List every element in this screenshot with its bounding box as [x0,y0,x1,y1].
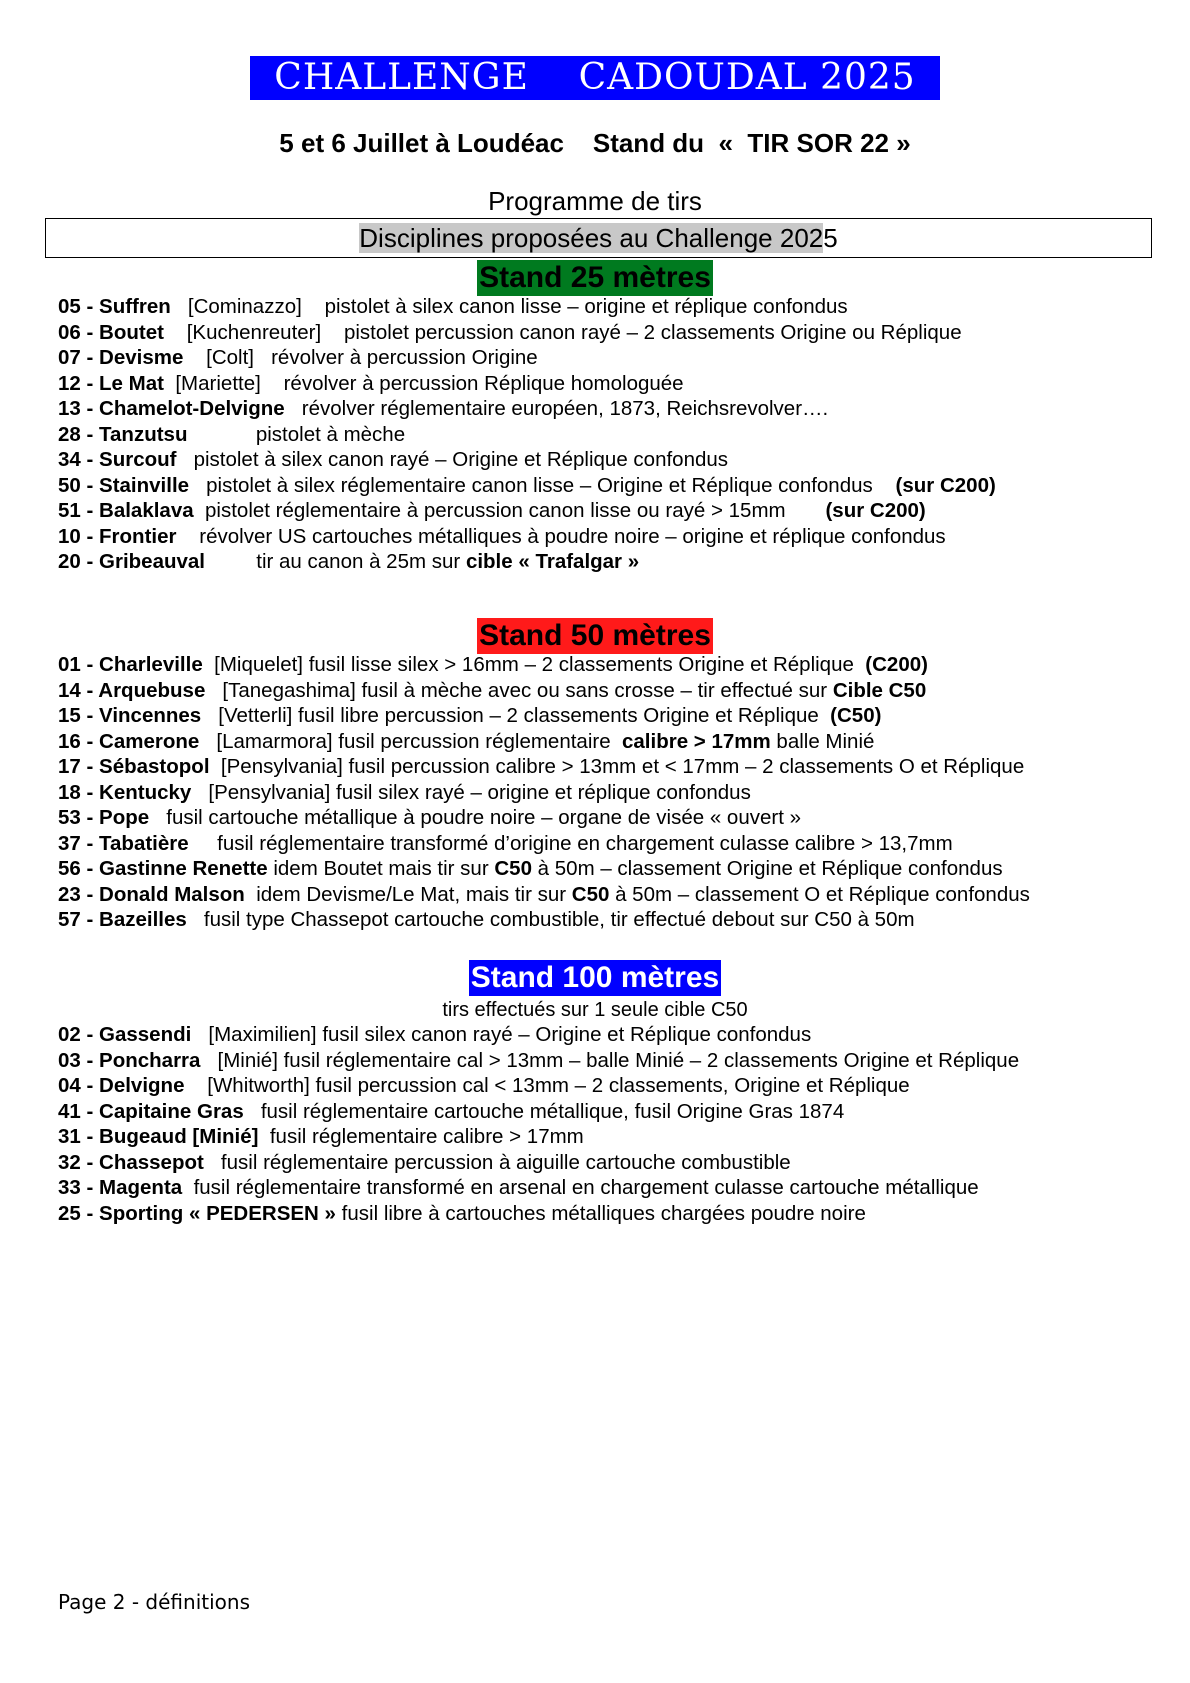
discipline-description: [Miquelet] fusil lisse silex > 16mm – 2 classements Origine et Réplique [202,653,866,676]
discipline-name: Sporting « PEDERSEN » [99,1201,336,1225]
discipline-row [58,294,1168,320]
discipline-description: pistolet à silex canon rayé – Origine et Réplique confondus [176,448,729,471]
discipline-description-tail: à 50m – classement O et Réplique confondus [609,882,1030,906]
discipline-row [58,754,1168,780]
discipline-number: 12 - [58,371,100,395]
discipline-name: Gassendi [99,1023,192,1046]
discipline-description: pistolet à silex réglementaire canon lisse – Origine et Réplique confondus [189,473,896,497]
discipline-name: Sébastopol [99,755,210,778]
stand-100-heading: Stand 100 mètres [470,961,720,994]
discipline-name: Tabatière [99,831,189,855]
discipline-name: Gastinne Renette [99,857,268,880]
discipline-emphasis: C50 [571,882,610,906]
discipline-description: fusil libre à cartouches métalliques chargées poudre noire [335,1201,866,1225]
discipline-number: 03 - [58,1048,100,1072]
discipline-name: Arquebuse [98,678,206,702]
stand-25-list [58,294,1168,575]
discipline-description: révolver US cartouches métalliques à poudre noire – origine et réplique confondus [176,524,946,548]
discipline-name: Stainville [99,473,190,497]
stand-25-heading: Stand 25 mètres [479,261,711,294]
discipline-name: Devisme [99,346,184,369]
discipline-number: 25 - [58,1201,100,1225]
discipline-description: [Colt] révolver à percussion Origine [183,346,538,369]
discipline-number: 53 - [58,806,100,829]
stand-50-list [58,652,1168,933]
discipline-row [58,524,1168,550]
discipline-number: 56 - [58,857,100,880]
discipline-row [58,371,1168,397]
discipline-name: Suffren [99,295,171,318]
discipline-name: Poncharra [99,1048,201,1072]
discipline-description: fusil réglementaire transformé en arsenal en chargement culasse cartouche métallique [182,1176,979,1199]
discipline-row [58,678,1168,704]
stand-100-list [58,1022,1168,1226]
discipline-number: 20 - [58,550,100,573]
discipline-name: Camerone [99,729,200,753]
discipline-description: [Tanegashima] fusil à mèche avec ou sans crosse – tir effectué sur [205,678,833,702]
discipline-number: 34 - [58,448,100,471]
discipline-description: fusil type Chassepot cartouche combustible, tir effectué debout sur C50 à 50m [186,908,915,931]
discipline-description: idem Devisme/Le Mat, mais tir sur [244,882,572,906]
discipline-number: 32 - [58,1150,100,1174]
discipline-description: tir au canon à 25m sur [205,550,466,573]
discipline-name: Boutet [99,320,164,344]
discipline-number: 13 - [58,397,100,420]
discipline-row [58,703,1168,729]
discipline-row [58,729,1168,755]
discipline-name: Donald Malson [99,882,245,906]
discipline-emphasis: cible « Trafalgar » [465,550,640,573]
discipline-row [58,652,1168,678]
title-wrap [0,56,1190,100]
discipline-description: fusil réglementaire calibre > 17mm [258,1125,584,1148]
discipline-row [58,1201,1168,1227]
discipline-name: Bugeaud [Minié] [99,1125,259,1148]
stand-100-heading-wrap [0,960,1190,996]
page-footer: Page 2 - définitions [58,1590,250,1614]
page-title: CHALLENGE CADOUDAL 2025 [250,56,939,100]
discipline-name: Charleville [99,653,203,676]
discipline-row [58,856,1168,882]
discipline-emphasis: (C50) [830,704,882,727]
discipline-number: 05 - [58,295,100,318]
stand-25-heading-wrap [0,260,1190,296]
discipline-row [58,1150,1168,1176]
discipline-number: 33 - [58,1176,100,1199]
discipline-name: Magenta [99,1176,183,1199]
discipline-description: fusil réglementaire percussion à aiguille cartouche combustible [203,1150,791,1174]
discipline-name: Frontier [99,524,177,548]
discipline-number: 37 - [58,831,100,855]
discipline-row [58,907,1168,933]
discipline-name: Le Mat [99,371,164,395]
disciplines-highlighted: Disciplines proposées au Challenge 202 [359,223,824,253]
discipline-name: Balaklava [99,499,194,522]
discipline-emphasis: (sur C200) [895,473,996,497]
discipline-row [58,396,1168,422]
discipline-number: 04 - [58,1074,100,1097]
discipline-number: 10 - [58,524,100,548]
disciplines-box [45,218,1152,258]
discipline-number: 51 - [58,499,100,522]
discipline-number: 57 - [58,908,100,931]
programme-heading: Programme de tirs [488,186,702,216]
stand-50-heading: Stand 50 mètres [479,619,711,652]
discipline-emphasis: C50 [494,857,532,880]
discipline-row [58,422,1168,448]
discipline-number: 17 - [58,755,100,778]
discipline-emphasis: (C200) [865,653,928,676]
discipline-row [58,1099,1168,1125]
discipline-description: fusil réglementaire transformé d’origine en chargement culasse calibre > 13,7mm [188,831,953,855]
discipline-name: Chassepot [99,1150,204,1174]
discipline-number: 41 - [58,1099,100,1123]
discipline-number: 01 - [58,653,100,676]
discipline-row [58,549,1168,575]
discipline-row [58,1022,1168,1048]
discipline-row [58,345,1168,371]
discipline-emphasis: (sur C200) [825,499,926,522]
discipline-name: Pope [99,806,150,829]
discipline-description: [Lamarmora] fusil percussion réglementaire [199,729,622,753]
discipline-row [58,1048,1168,1074]
discipline-row [58,498,1168,524]
discipline-row [58,882,1168,908]
discipline-row [58,1124,1168,1150]
discipline-name: Surcouf [99,448,177,471]
stand-100-note: tirs effectués sur 1 seule cible C50 [442,999,748,1021]
discipline-row [58,1073,1168,1099]
discipline-description: [Pensylvania] fusil silex rayé – origine et réplique confondus [191,780,751,804]
event-subtitle: 5 et 6 Juillet à Loudéac Stand du « TIR SOR 22 » [279,128,911,158]
discipline-name: Delvigne [99,1074,185,1097]
discipline-number: 31 - [58,1125,100,1148]
discipline-emphasis: calibre > 17mm [622,729,771,753]
discipline-number: 28 - [58,422,100,446]
discipline-row [58,1175,1168,1201]
discipline-number: 02 - [58,1023,100,1046]
discipline-number: 16 - [58,729,100,753]
discipline-description: révolver réglementaire européen, 1873, Reichsrevolver…. [284,397,829,420]
discipline-name: Gribeauval [99,550,205,573]
discipline-emphasis: Cible C50 [832,678,927,702]
disciplines-rest: 5 [823,223,838,253]
discipline-description: [Cominazzo] pistolet à silex canon lisse – origine et réplique confondus [170,295,848,318]
discipline-description: pistolet réglementaire à percussion canon lisse ou rayé > 15mm [193,499,826,522]
discipline-number: 06 - [58,320,100,344]
discipline-name: Chamelot-Delvigne [99,397,285,420]
discipline-name: Bazeilles [99,908,187,931]
discipline-number: 07 - [58,346,100,369]
discipline-description-tail: à 50m – classement Origine et Réplique confondus [531,857,1003,880]
discipline-number: 15 - [58,704,100,727]
discipline-description: fusil réglementaire cartouche métallique, fusil Origine Gras 1874 [243,1099,845,1123]
discipline-row [58,473,1168,499]
discipline-name: Tanzutsu [99,422,188,446]
discipline-name: Capitaine Gras [99,1099,244,1123]
discipline-number: 14 - [58,678,99,702]
discipline-number: 50 - [58,473,100,497]
discipline-number: 18 - [58,780,100,804]
discipline-row [58,831,1168,857]
discipline-description: idem Boutet mais tir sur [267,857,495,880]
discipline-description: [Whitworth] fusil percussion cal < 13mm – 2 classements, Origine et Réplique [184,1074,910,1097]
discipline-description: [Minié] fusil réglementaire cal > 13mm – balle Minié – 2 classements Origine et Réplique [200,1048,1020,1072]
discipline-number: 23 - [58,882,100,906]
discipline-description: pistolet à mèche [187,422,406,446]
discipline-description-tail: balle Minié [770,729,875,753]
discipline-description: [Kuchenreuter] pistolet percussion canon rayé – 2 classements Origine ou Réplique [163,320,962,344]
discipline-description: [Mariette] révolver à percussion Réplique homologuée [163,371,684,395]
discipline-row [58,805,1168,831]
discipline-description: [Vetterli] fusil libre percussion – 2 classements Origine et Réplique [201,704,831,727]
discipline-description: [Maximilien] fusil silex canon rayé – Origine et Réplique confondus [191,1023,812,1046]
discipline-name: Kentucky [99,780,192,804]
discipline-description: [Pensylvania] fusil percussion calibre > 13mm et < 17mm – 2 classements O et Réplique [209,755,1025,778]
discipline-name: Vincennes [99,704,202,727]
discipline-description: fusil cartouche métallique à poudre noire – organe de visée « ouvert » [149,806,802,829]
stand-50-heading-wrap [0,618,1190,654]
discipline-row [58,447,1168,473]
discipline-row [58,320,1168,346]
discipline-row [58,780,1168,806]
